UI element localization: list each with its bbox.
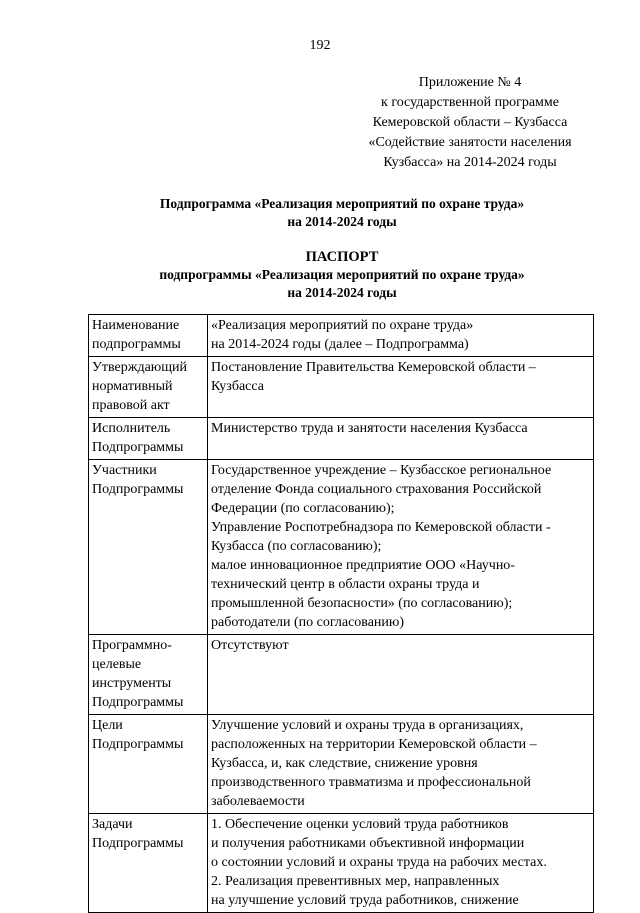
value-line: Федерации (по согласованию); — [211, 501, 395, 516]
table-row — [89, 635, 594, 715]
label-line: Подпрограммы — [92, 737, 184, 752]
value-line: Кузбасса, и, как следствие, снижение уровня — [211, 756, 478, 771]
label-line: Программно- — [92, 638, 172, 653]
label-line: правовой акт — [92, 398, 170, 413]
value-line: «Реализация мероприятий по охране труда» — [211, 318, 474, 333]
row-value — [208, 357, 594, 418]
label-line: Задачи — [92, 817, 133, 832]
passport-title — [0, 248, 640, 302]
value-line: промышленной безопасности» (по согласованию); — [211, 596, 513, 611]
label-line: Подпрограммы — [92, 440, 184, 455]
label-line: Наименование — [92, 318, 180, 333]
value-line: на улучшение условий труда работников, снижение — [211, 893, 519, 908]
row-label — [89, 357, 208, 418]
label-line: целевые — [92, 657, 142, 672]
value-line: Государственное учреждение – Кузбасское региональное — [211, 463, 552, 478]
appendix-line: к государственной программе — [381, 95, 559, 110]
row-label — [89, 315, 208, 357]
passport-title-line: на 2014-2024 годы — [287, 285, 397, 300]
table-row — [89, 814, 594, 913]
passport-title-line: подпрограммы «Реализация мероприятий по охране труда» — [159, 267, 525, 282]
value-line: отделение Фонда социального страхования Российской — [211, 482, 542, 497]
value-line: Кузбасса — [211, 379, 264, 394]
value-line: технический центр в области охраны труда и — [211, 577, 480, 592]
value-line: работодатели (по согласованию) — [211, 615, 405, 630]
row-value — [208, 635, 594, 715]
label-line: подпрограммы — [92, 337, 181, 352]
value-line: Отсутствуют — [211, 638, 289, 653]
label-line: Цели — [92, 718, 123, 733]
value-line: Министерство труда и занятости населения Кузбасса — [211, 421, 528, 436]
table-row — [89, 315, 594, 357]
label-line: нормативный — [92, 379, 173, 394]
row-value — [208, 418, 594, 460]
row-value — [208, 315, 594, 357]
value-line: Управление Роспотребнадзора по Кемеровской области - — [211, 520, 551, 535]
row-label — [89, 635, 208, 715]
appendix-line: «Содействие занятости населения — [368, 135, 572, 150]
passport-heading: ПАСПОРТ — [305, 249, 379, 265]
value-line: производственного травматизма и профессиональной — [211, 775, 531, 790]
value-line: Постановление Правительства Кемеровской области – — [211, 360, 536, 375]
subprogram-title-line: на 2014-2024 годы — [287, 214, 397, 229]
label-line: Подпрограммы — [92, 695, 184, 710]
row-value — [208, 715, 594, 814]
value-line: 2. Реализация превентивных мер, направленных — [211, 874, 500, 889]
appendix-block — [345, 73, 595, 173]
value-line: расположенных на территории Кемеровской области – — [211, 737, 537, 752]
row-value — [208, 460, 594, 635]
value-line: и получения работниками объективной информации — [211, 836, 525, 851]
value-line: заболеваемости — [211, 794, 305, 809]
label-line: Подпрограммы — [92, 836, 184, 851]
value-line: малое инновационное предприятие ООО «Научно- — [211, 558, 515, 573]
appendix-line: Приложение № 4 — [418, 75, 522, 90]
value-line: Улучшение условий и охраны труда в организациях, — [211, 718, 524, 733]
value-line: на 2014-2024 годы (далее – Подпрограмма) — [211, 337, 469, 352]
label-line: инструменты — [92, 676, 172, 691]
label-line: Утверждающий — [92, 360, 188, 375]
table-row — [89, 715, 594, 814]
table-row — [89, 418, 594, 460]
row-value — [208, 814, 594, 913]
label-line: Подпрограммы — [92, 482, 184, 497]
row-label — [89, 715, 208, 814]
row-label — [89, 418, 208, 460]
passport-table — [88, 314, 594, 913]
label-line: Участники — [92, 463, 157, 478]
appendix-line: Кемеровской области – Кузбасса — [372, 115, 568, 130]
table-row — [89, 460, 594, 635]
table-row — [89, 357, 594, 418]
value-line: о состоянии условий и охраны труда на рабочих местах. — [211, 855, 547, 870]
value-line: 1. Обеспечение оценки условий труда работников — [211, 817, 509, 832]
subprogram-title — [0, 195, 640, 231]
row-label — [89, 460, 208, 635]
label-line: Исполнитель — [92, 421, 171, 436]
subprogram-title-line: Подпрограмма «Реализация мероприятий по охране труда» — [159, 196, 525, 211]
page-number: 192 — [309, 38, 331, 53]
appendix-line: Кузбасса» на 2014-2024 годы — [383, 155, 557, 170]
value-line: Кузбасса (по согласованию); — [211, 539, 382, 554]
row-label — [89, 814, 208, 913]
